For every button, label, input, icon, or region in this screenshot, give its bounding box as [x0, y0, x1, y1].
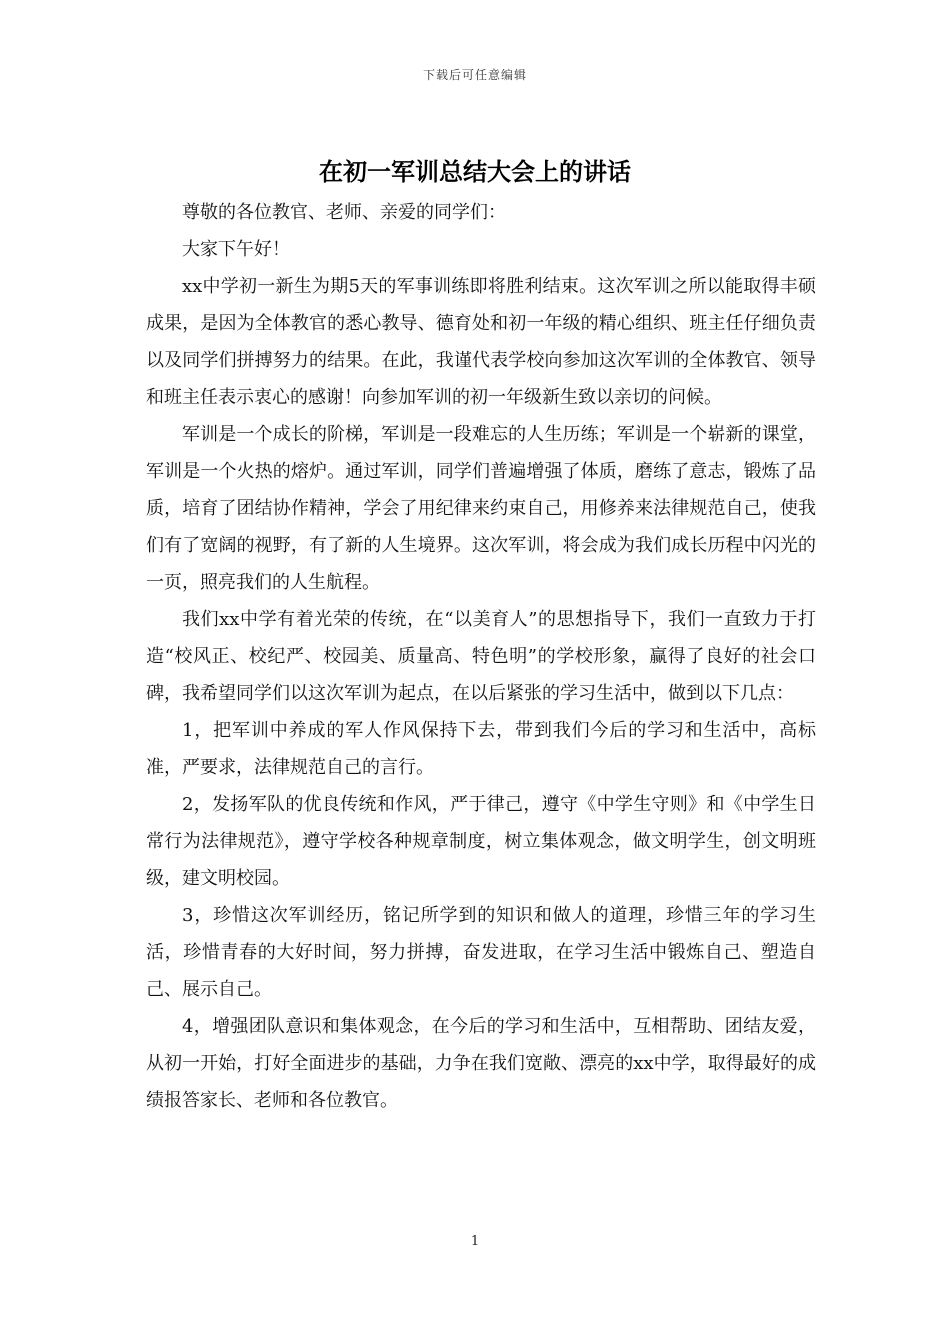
paragraph-tradition: 我们xx中学有着光荣的传统，在“以美育人”的思想指导下，我们一直致力于打造“校风正、校纪严、校园美、质量高、特色明”的学校形象，赢得了良好的社会口碑，我希望同学们以这次军训为起点，在以后紧张的学习生活中，做到以下几点： [146, 609, 816, 704]
paragraph-meaning: 军训是一个成长的阶梯，军训是一段难忘的人生历练；军训是一个崭新的课堂，军训是一个火热的熔炉。通过军训，同学们普遍增强了体质，磨练了意志，锻炼了品质，培育了团结协作精神，学会了用纪律来约束自己，用修养来法律规范自己，使我们有了宽阔的视野，有了新的人生境界。这次军训，将会成为我们成长历程中闪光的一页，照亮我们的人生航程。 [146, 424, 816, 593]
list-item-4: 4，增强团队意识和集体观念，在今后的学习和生活中，互相帮助、团结友爱，从初一开始，打好全面进步的基础，力争在我们宽敞、漂亮的xx中学，取得最好的成绩报答家长、老师和各位教官。 [146, 1016, 816, 1111]
document-title: 在初一军训总结大会上的讲话 [319, 158, 631, 186]
document-body [146, 194, 816, 1119]
page-number: 1 [470, 1234, 480, 1249]
greeting: 大家下午好！ [182, 239, 290, 260]
salutation: 尊敬的各位教官、老师、亲爱的同学们： [182, 202, 506, 223]
paragraph-intro: xx中学初一新生为期5天的军事训练即将胜利结束。这次军训之所以能取得丰硕成果，是因为全体教官的悉心教导、德育处和初一年级的精心组织、班主任仔细负责以及同学们拼搏努力的结果。在此，我谨代表学校向参加这次军训的全体教官、领导和班主任表示衷心的感谢！向参加军训的初一年级新生致以亲切的问候。 [146, 276, 816, 408]
list-item-1: 1，把军训中养成的军人作风保持下去，带到我们今后的学习和生活中，高标准，严要求，法律规范自己的言行。 [146, 720, 816, 778]
page-header-note: 下载后可任意编辑 [422, 68, 527, 82]
list-item-2: 2，发扬军队的优良传统和作风，严于律己，遵守《中学生守则》和《中学生日常行为法律规范》，遵守学校各种规章制度，树立集体观念，做文明学生，创文明班级，建文明校园。 [146, 794, 816, 889]
list-item-3: 3，珍惜这次军训经历，铭记所学到的知识和做人的道理，珍惜三年的学习生活，珍惜青春的大好时间，努力拼搏，奋发进取，在学习生活中锻炼自己、塑造自己、展示自己。 [146, 905, 816, 1000]
